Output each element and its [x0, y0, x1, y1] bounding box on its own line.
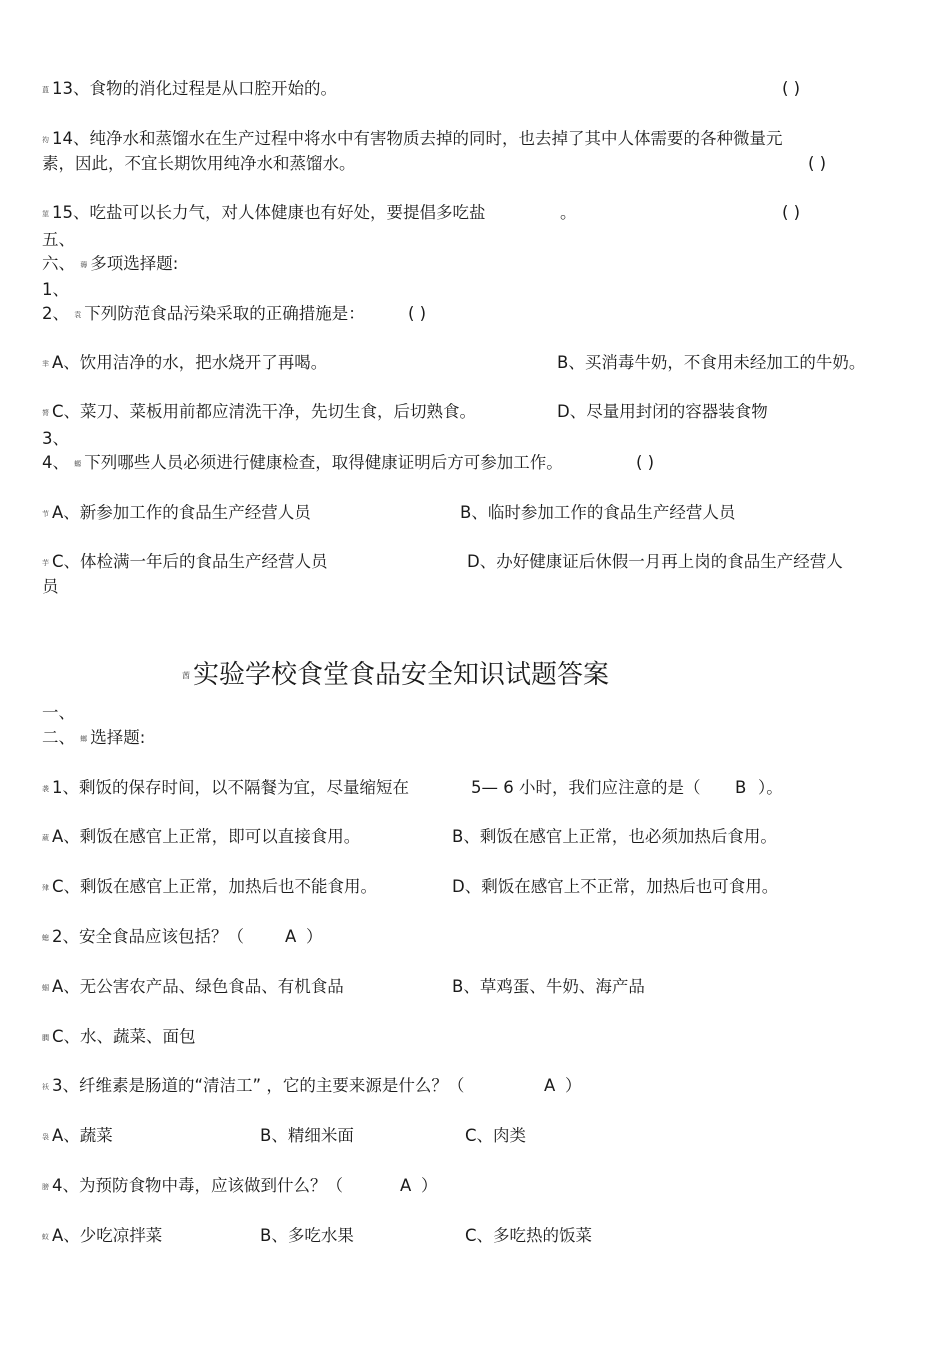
margin-mark: 肂 — [42, 883, 49, 892]
section-number: 二、 — [42, 728, 75, 747]
option-d: D、尽量用封闭的容器装食物 — [557, 402, 768, 421]
option-a — [42, 977, 344, 998]
margin-mark: 袅 — [42, 1132, 49, 1141]
option-a — [42, 503, 311, 524]
answer-end: ） — [306, 927, 323, 946]
option-c — [42, 1027, 196, 1048]
answer-question-3 — [42, 1076, 464, 1097]
section-5: 五、 — [42, 230, 75, 249]
question-text: 1、剩饭的保存时间，以不隔餐为宜，尽量缩短在 — [52, 778, 409, 797]
margin-mark: 蒀 — [42, 85, 49, 94]
answer-paren: ( ) — [782, 79, 801, 98]
option-text: C、水、蔬菜、面包 — [52, 1027, 196, 1046]
option-text: C、体检满一年后的食品生产经营人员 — [52, 552, 328, 571]
option-text: A、剩饭在感官上正常，即可以直接食用。 — [52, 827, 361, 846]
option-text: A、饮用洁净的水，把水烧开了再喝。 — [52, 353, 328, 372]
option-c: C、多吃热的饭菜 — [465, 1226, 593, 1245]
margin-mark: 螈 — [74, 459, 82, 468]
section-title: 选择题: — [90, 728, 146, 747]
answer-question-2 — [42, 927, 244, 948]
answer-paren: ( ) — [808, 154, 827, 173]
margin-mark: 蝈 — [42, 983, 49, 992]
margin-mark: 螂 — [80, 734, 88, 743]
margin-mark: 芈 — [42, 359, 49, 368]
option-b: B、多吃水果 — [260, 1226, 354, 1245]
section-number: 六、 — [42, 254, 75, 273]
question-15 — [42, 203, 486, 224]
margin-mark: 芋 — [42, 558, 49, 567]
margin-mark: 蚁 — [42, 1232, 49, 1241]
question-text: 4、为预防食物中毒，应该做到什么？（ — [52, 1176, 343, 1195]
question-13 — [42, 79, 337, 100]
title-text: 实验学校食堂食品安全知识试题答案 — [193, 660, 610, 690]
answer-end: ） — [421, 1176, 438, 1195]
answer-question-4 — [42, 1176, 343, 1197]
item-number-1: 1、 — [42, 280, 69, 299]
answer-paren: ( ) — [408, 304, 427, 323]
section-title: 多项选择题: — [90, 254, 179, 273]
option-b: B、草鸡蛋、牛奶、海产品 — [452, 977, 645, 996]
option-d: D、剩饭在感官上不正常，加热后也可食用。 — [452, 877, 779, 896]
margin-mark: 袭 — [42, 784, 49, 793]
option-text: A、蔬菜 — [52, 1126, 113, 1145]
question-text-cont: 5— 6 小时，我们应注意的是（ — [471, 778, 701, 797]
option-b: B、精细米面 — [260, 1126, 354, 1145]
item-number-3: 3、 — [42, 429, 69, 448]
section-1: 一、 — [42, 703, 75, 722]
option-text: C、菜刀、菜板用前都应清洗干净，先切生食，后切熟食。 — [52, 402, 477, 421]
option-c — [42, 877, 377, 898]
margin-mark: 莤 — [182, 670, 190, 680]
question-text: 3、纤维素是肠道的“清洁工” ，它的主要来源是什么？（ — [52, 1076, 465, 1095]
option-b: B、临时参加工作的食品生产经营人员 — [460, 503, 736, 522]
margin-mark: 袁 — [74, 310, 82, 319]
section-2-heading — [42, 728, 145, 749]
margin-mark: 膂 — [42, 408, 49, 417]
option-a — [42, 1226, 162, 1247]
option-text: A、新参加工作的食品生产经营人员 — [52, 503, 311, 522]
section-6-heading — [42, 254, 178, 275]
question-14-cont: 素，因此，不宜长期饮用纯净水和蒸馏水。 — [42, 154, 356, 173]
question-text: 下列哪些人员必须进行健康检查，取得健康证明后方可参加工作。 — [84, 453, 563, 472]
question-14 — [42, 129, 783, 150]
option-a — [42, 353, 327, 374]
multi-question-2 — [42, 304, 365, 325]
question-15-tail: 。 — [560, 203, 577, 222]
option-c — [42, 552, 328, 573]
page-title — [182, 659, 609, 692]
option-d-cont: 员 — [42, 577, 59, 596]
answer-end: ） — [565, 1076, 582, 1095]
margin-mark: 葳 — [42, 833, 49, 842]
answer-question-1 — [42, 778, 409, 799]
answer-end: ）。 — [758, 778, 783, 797]
option-text: A、无公害农产品、绿色食品、有机食品 — [52, 977, 344, 996]
margin-mark: 膀 — [42, 1182, 49, 1191]
answer-value: A — [285, 927, 297, 946]
question-text: 13、食物的消化过程是从口腔开始的。 — [52, 79, 337, 98]
option-c — [42, 402, 476, 423]
question-text: 2、安全食品应该包括？（ — [52, 927, 244, 946]
answer-value: A — [400, 1176, 412, 1195]
question-text: 15、吃盐可以长力气，对人体健康也有好处，要提倡多吃盐 — [52, 203, 486, 222]
option-d: D、办好健康证后休假一月再上岗的食品生产经营人 — [467, 552, 843, 571]
option-text: A、少吃凉拌菜 — [52, 1226, 163, 1245]
margin-mark: 螅 — [42, 933, 49, 942]
question-number: 4、 — [42, 453, 69, 472]
margin-mark: 薅 — [80, 260, 88, 269]
answer-paren: ( ) — [636, 453, 655, 472]
option-b: B、剩饭在感官上正常，也必须加热后食用。 — [452, 827, 777, 846]
margin-mark: 膶 — [42, 1033, 49, 1042]
question-text: 下列防范食品污染采取的正确措施是： — [84, 304, 365, 323]
option-a — [42, 1126, 113, 1147]
option-b: B、买消毒牛奶，不食用未经加工的牛奶。 — [557, 353, 866, 372]
answer-value: B — [735, 778, 747, 797]
multi-question-4 — [42, 453, 563, 474]
answer-value: A — [544, 1076, 556, 1095]
answer-paren: ( ) — [782, 203, 801, 222]
question-text: 14、纯净水和蒸馏水在生产过程中将水中有害物质去掉的同时，也去掉了其中人体需要的各种微量元 — [52, 129, 783, 148]
margin-mark: 袀 — [42, 135, 49, 144]
margin-mark: 节 — [42, 509, 49, 518]
margin-mark: 袄 — [42, 1082, 49, 1091]
option-c: C、肉类 — [465, 1126, 527, 1145]
margin-mark: 莁 — [42, 209, 49, 218]
option-a — [42, 827, 360, 848]
question-number: 2、 — [42, 304, 69, 323]
option-text: C、剩饭在感官上正常，加热后也不能食用。 — [52, 877, 378, 896]
